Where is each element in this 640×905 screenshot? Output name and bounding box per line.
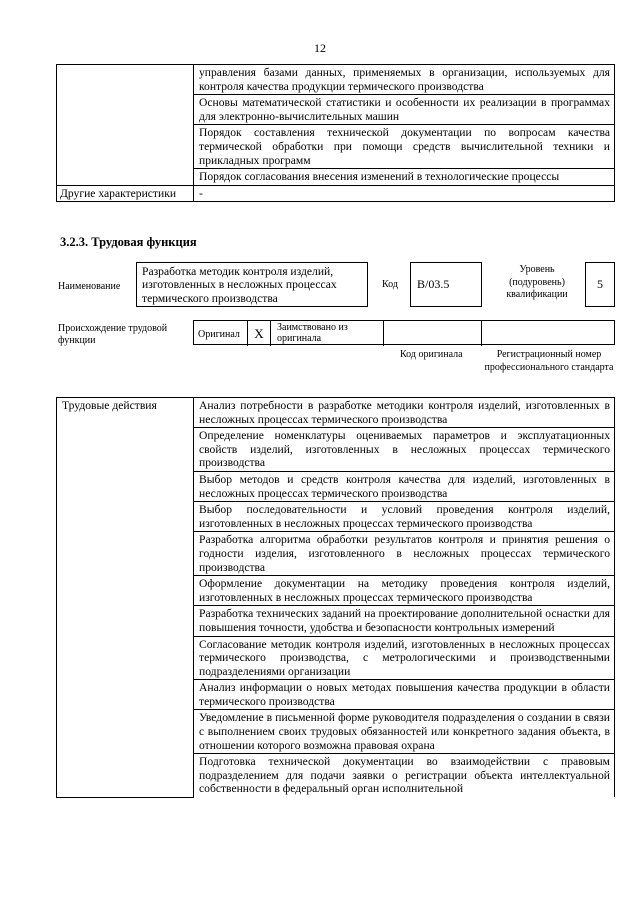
labor-action-item: Разработка алгоритма обработки результатов контроля и принятия решения о годности изделия, изготовленного в несложных процессах термического производства bbox=[199, 533, 610, 574]
table-cell bbox=[194, 502, 615, 532]
table-cell bbox=[194, 95, 615, 125]
other-characteristics-value: - bbox=[199, 186, 203, 200]
labor-action-item: Выбор методов и средств контроля качества для изделий, изготовленных в несложных процессах термического производства bbox=[199, 472, 610, 500]
labor-action-item: Анализ информации о новых методах повышения качества продукции в области термического производства bbox=[199, 681, 610, 708]
table-label-cell bbox=[57, 398, 194, 798]
table-label-cell bbox=[57, 185, 194, 202]
code-original-caption: Код оригинала bbox=[400, 349, 463, 360]
knowledge-item: Порядок составления технической документации по вопросам качества термической обработки при помощи средств вычислительной техники и прикладных программ bbox=[199, 126, 610, 167]
table-cell bbox=[194, 754, 615, 797]
labor-actions-table bbox=[56, 397, 615, 798]
table-cell bbox=[194, 125, 615, 169]
borrowed-label: Заимствовано из оригинала bbox=[277, 322, 348, 344]
level-value-box bbox=[585, 262, 615, 307]
labor-action-item: Уведомление в письменной форме руководителя подразделения о создании в связи с выполнением своих трудовых обязанностей или конкретного задания объекта, в отношении которого возможна правовая охрана bbox=[199, 711, 610, 752]
name-value-box bbox=[136, 262, 368, 307]
labor-action-item: Выбор последовательности и условий проведения контроля изделий, изготовленных в несложных процессах термического производства bbox=[199, 503, 610, 530]
page-number: 12 bbox=[314, 41, 326, 55]
original-mark-cell bbox=[248, 321, 271, 346]
labor-action-item: Определение номенклатуры оцениваемых параметров и эксплуатационных свойств изделий, изготовленных в несложных процессах термического производства bbox=[199, 429, 610, 470]
knowledge-item: управления базами данных, применяемых в организации, используемых для контроля качества продукции термического производства bbox=[199, 66, 610, 93]
labor-action-item: Подготовка технической документации во взаимодействии с правовым подразделением для подачи заявки о регистрации объекта интеллектуальной собственности в федеральный орган исполнительной bbox=[199, 755, 610, 796]
function-code-value: B/03.5 bbox=[417, 277, 450, 291]
table-cell bbox=[194, 710, 615, 754]
reg-number-caption: Регистрационный номер профессионального стандарта bbox=[484, 349, 614, 373]
knowledge-item: Порядок согласования внесения изменений в технологические процессы bbox=[199, 170, 560, 184]
table-cell bbox=[194, 65, 615, 95]
table-cell bbox=[194, 471, 615, 501]
qualification-level-value: 5 bbox=[597, 277, 603, 291]
function-name-value: Разработка методик контроля изделий, изготовленных в несложных процессах термического производства bbox=[142, 265, 337, 305]
table-cell bbox=[194, 428, 615, 472]
qualification-level-label: Уровень (подуровень) квалификации bbox=[506, 264, 568, 300]
original-label: Оригинал bbox=[198, 329, 240, 340]
code-value-box bbox=[410, 262, 482, 307]
table-cell bbox=[194, 532, 615, 576]
origin-label: Происхождение трудовой функции bbox=[58, 323, 168, 346]
table-cell bbox=[194, 606, 615, 636]
borrowed-cell bbox=[271, 321, 384, 346]
table-cell bbox=[194, 680, 615, 710]
labor-action-item: Анализ потребности в разработке методики контроля изделий, изготовленных в несложных процессах термического производства bbox=[199, 399, 610, 426]
code-original-cell bbox=[384, 321, 482, 346]
table-cell bbox=[194, 185, 615, 202]
table-cell bbox=[194, 636, 615, 680]
table-row bbox=[57, 65, 615, 95]
table-cell bbox=[194, 169, 615, 186]
knowledge-item: Основы математической статистики и особенности их реализации в программах для электронно-вычислительных машин bbox=[199, 96, 610, 123]
original-mark: X bbox=[254, 326, 264, 341]
table-cell bbox=[194, 398, 615, 428]
labor-actions-label: Трудовые действия bbox=[62, 399, 157, 412]
labor-action-item: Разработка технических заданий на проектирование дополнительной оснастки для повышения точности, удобства и безопасности контрольных измерений bbox=[199, 607, 610, 634]
reg-number-cell bbox=[482, 321, 616, 346]
knowledge-table-continued bbox=[56, 64, 615, 202]
table-row bbox=[57, 398, 615, 428]
labor-action-item: Оформление документации на методику проведения контроля изделий, изготовленных в несложных процессах термического производства bbox=[199, 577, 610, 604]
origin-row bbox=[193, 320, 615, 345]
other-characteristics-label: Другие характеристики bbox=[60, 186, 177, 200]
section-title: 3.2.3. Трудовая функция bbox=[60, 235, 197, 249]
original-cell bbox=[194, 321, 248, 346]
labor-action-item: Согласование методик контроля изделий, изготовленных в несложных процессах термического производства, с метрологическими и производственными подразделениями организации bbox=[199, 637, 610, 678]
code-label: Код bbox=[382, 279, 398, 290]
table-cell bbox=[194, 576, 615, 606]
name-label: Наименование bbox=[58, 281, 121, 292]
table-row bbox=[57, 185, 615, 202]
table-empty-label-cell bbox=[57, 65, 194, 186]
